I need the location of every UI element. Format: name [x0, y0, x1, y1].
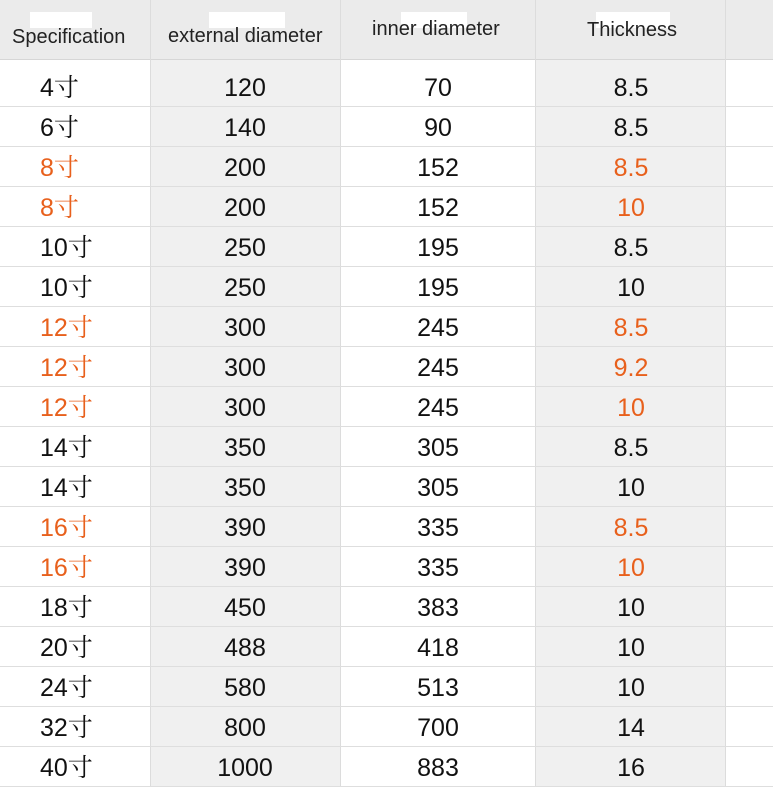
cell-external-diameter: 300 — [224, 394, 266, 422]
table-row — [0, 146, 773, 187]
cell-specification: 18寸 — [40, 594, 93, 622]
cell-thickness: 8.5 — [613, 314, 649, 342]
cell-thickness: 10 — [617, 194, 645, 222]
cell-specification: 8寸 — [40, 154, 79, 182]
cell-inner-diameter: 418 — [417, 634, 459, 662]
cell-external-diameter: 800 — [224, 714, 266, 742]
cell-external-diameter: 350 — [224, 474, 266, 502]
header-inner-diameter — [341, 0, 535, 59]
cell-thickness: 10 — [617, 634, 645, 662]
cell-thickness: 10 — [617, 674, 645, 702]
cell-thickness: 8.5 — [613, 154, 649, 182]
cell-external-diameter: 250 — [224, 234, 266, 262]
cell-external-diameter: 300 — [224, 354, 266, 382]
cell-specification: 14寸 — [40, 474, 93, 502]
cell-thickness: 10 — [617, 394, 645, 422]
cell-specification: 10寸 — [40, 234, 93, 262]
cell-external-diameter: 120 — [224, 74, 266, 102]
cell-thickness: 9.2 — [613, 354, 649, 382]
cell-inner-diameter: 195 — [417, 234, 459, 262]
cell-specification: 32寸 — [40, 714, 93, 742]
cell-thickness: 16 — [617, 754, 645, 782]
cell-inner-diameter: 335 — [417, 514, 459, 542]
cell-thickness: 14 — [617, 714, 645, 742]
cell-external-diameter: 390 — [224, 514, 266, 542]
cell-external-diameter: 580 — [224, 674, 266, 702]
cell-thickness: 8.5 — [613, 434, 649, 462]
header-thickness-label: Thickness — [587, 19, 678, 41]
cell-specification: 40寸 — [40, 754, 93, 782]
cell-inner-diameter: 152 — [417, 194, 459, 222]
cell-external-diameter: 300 — [224, 314, 266, 342]
cell-specification: 4寸 — [40, 74, 79, 102]
header-external-diameter-label: external diameter — [168, 25, 323, 47]
cell-external-diameter: 488 — [224, 634, 266, 662]
cell-specification: 8寸 — [40, 194, 79, 222]
table-row — [0, 306, 773, 347]
cell-inner-diameter: 90 — [424, 114, 452, 142]
cell-thickness: 8.5 — [613, 114, 649, 142]
table-row — [0, 586, 773, 627]
table-row — [0, 546, 773, 587]
cell-external-diameter: 350 — [224, 434, 266, 462]
cell-inner-diameter: 700 — [417, 714, 459, 742]
cell-specification: 14寸 — [40, 434, 93, 462]
cell-thickness: 10 — [617, 594, 645, 622]
cell-external-diameter: 1000 — [217, 754, 273, 782]
cell-external-diameter: 140 — [224, 114, 266, 142]
cell-inner-diameter: 152 — [417, 154, 459, 182]
table-row — [0, 746, 773, 787]
table-header — [0, 0, 773, 60]
cell-thickness: 8.5 — [613, 514, 649, 542]
cell-external-diameter: 450 — [224, 594, 266, 622]
table-row — [0, 386, 773, 427]
cell-external-diameter: 200 — [224, 154, 266, 182]
cell-thickness: 8.5 — [613, 234, 649, 262]
table-row — [0, 626, 773, 667]
cell-specification: 16寸 — [40, 514, 93, 542]
cell-external-diameter: 390 — [224, 554, 266, 582]
table-row — [0, 186, 773, 227]
cell-inner-diameter: 335 — [417, 554, 459, 582]
cell-inner-diameter: 245 — [417, 354, 459, 382]
cell-external-diameter: 250 — [224, 274, 266, 302]
cell-inner-diameter: 195 — [417, 274, 459, 302]
table-row — [0, 106, 773, 147]
cell-thickness: 10 — [617, 554, 645, 582]
table-row — [0, 506, 773, 547]
cell-external-diameter: 200 — [224, 194, 266, 222]
cell-inner-diameter: 883 — [417, 754, 459, 782]
cell-inner-diameter: 70 — [424, 74, 452, 102]
cell-inner-diameter: 383 — [417, 594, 459, 622]
header-specification-label: Specification — [12, 26, 126, 48]
cell-thickness: 10 — [617, 474, 645, 502]
table-row — [0, 426, 773, 467]
cell-specification: 24寸 — [40, 674, 93, 702]
cell-specification: 12寸 — [40, 394, 93, 422]
cell-inner-diameter: 305 — [417, 474, 459, 502]
cell-specification: 12寸 — [40, 314, 93, 342]
cell-inner-diameter: 305 — [417, 434, 459, 462]
table-row — [0, 346, 773, 387]
table-row — [0, 66, 773, 107]
cell-inner-diameter: 245 — [417, 394, 459, 422]
cell-thickness: 10 — [617, 274, 645, 302]
cell-thickness: 8.5 — [613, 74, 649, 102]
table-row — [0, 666, 773, 707]
table-row — [0, 706, 773, 747]
cell-specification: 20寸 — [40, 634, 93, 662]
cell-specification: 6寸 — [40, 114, 79, 142]
cell-specification: 12寸 — [40, 354, 93, 382]
table-row — [0, 226, 773, 267]
header-inner-diameter-label: inner diameter — [372, 18, 500, 40]
header-external-diameter — [151, 0, 340, 59]
table-row — [0, 266, 773, 307]
header-thickness — [536, 0, 725, 59]
cell-specification: 10寸 — [40, 274, 93, 302]
cell-inner-diameter: 513 — [417, 674, 459, 702]
cell-specification: 16寸 — [40, 554, 93, 582]
cell-inner-diameter: 245 — [417, 314, 459, 342]
table-row — [0, 466, 773, 507]
header-specification — [0, 0, 150, 59]
